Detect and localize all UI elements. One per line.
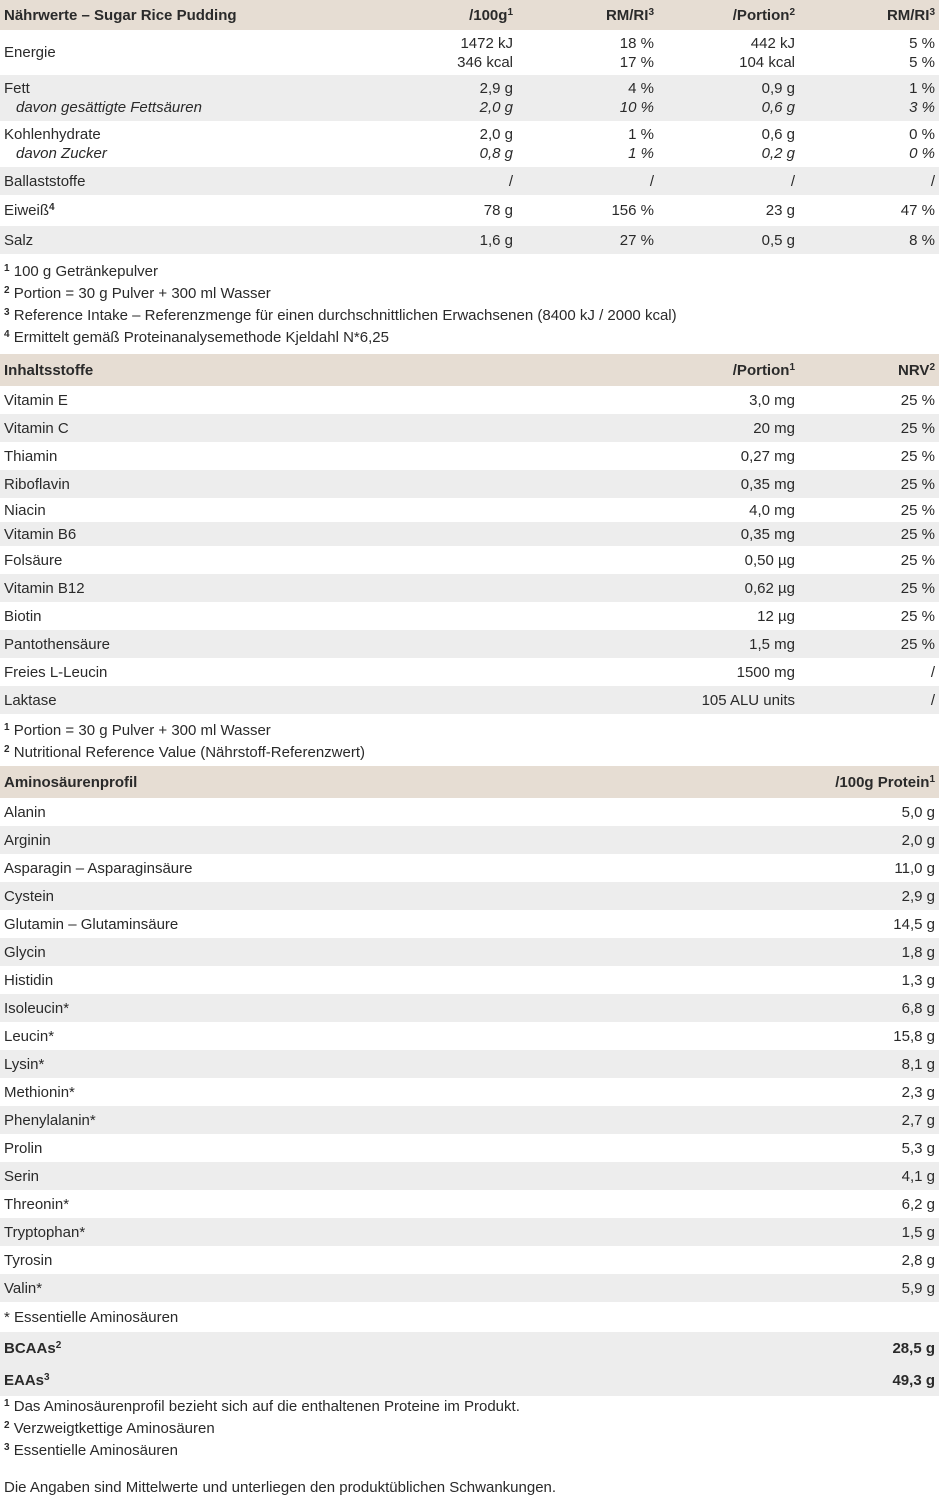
table-row <box>0 442 939 470</box>
table-row-salz <box>0 226 939 254</box>
amino-name: Lysin* <box>4 1055 45 1073</box>
row-label: Kohlenhydrate davon Zucker <box>4 126 107 162</box>
amino-name: Threonin* <box>4 1195 70 1213</box>
ingredient-nrv: 25 % <box>900 579 935 597</box>
essential-note <box>0 1302 939 1332</box>
ingredients-footnotes <box>0 720 939 764</box>
amino-name: Glycin <box>4 943 46 961</box>
table-row <box>0 798 939 826</box>
cell-rm-portion: / <box>930 172 935 190</box>
ingredient-name: Thiamin <box>4 447 58 465</box>
header-rmri-portion: $RM/RI^3$ <box>886 6 935 24</box>
amino-value: 6,2 g <box>901 1195 935 1213</box>
cell-rm-portion: 0 % 0 % <box>909 126 935 162</box>
row-label: BCAAs$^2$ <box>4 1339 62 1357</box>
table-row <box>0 854 939 882</box>
amino-value: 15,8 g <box>893 1027 935 1045</box>
cell-portion: 23 g <box>765 202 795 219</box>
amino-rows <box>0 798 939 1302</box>
table-row <box>0 1274 939 1302</box>
ingredient-name: Vitamin E <box>4 391 68 409</box>
footnote: $^1$ Das Aminosäurenprofil bezieht sich auf die enthaltenen Proteine im Produkt. <box>4 1398 520 1415</box>
summary-row-bcaa <box>0 1332 939 1364</box>
table-row <box>0 1134 939 1162</box>
table-row-energie <box>0 30 939 75</box>
table-row <box>0 470 939 498</box>
ingredient-nrv: 25 % <box>900 475 935 493</box>
ingredient-portion: 0,50 µg <box>744 551 795 569</box>
amino-name: Histidin <box>4 971 54 989</box>
nutrition-header-row <box>0 0 939 30</box>
ingredient-portion: 1500 mg <box>736 663 795 681</box>
cell-value: 49,3 g <box>892 1371 935 1389</box>
essential-note-text: * Essentielle Aminosäuren <box>4 1308 179 1326</box>
header-per100: $/100g^1$ <box>469 6 513 24</box>
amino-name: Cystein <box>4 887 55 905</box>
cell-rm: 27 % <box>619 231 654 249</box>
amino-table <box>0 766 939 1396</box>
cell-per100: 2,0 g 0,8 g <box>479 126 513 162</box>
ingredient-name: Vitamin B12 <box>4 579 85 597</box>
amino-name: Arginin <box>4 831 51 849</box>
table-row-fett <box>0 75 939 121</box>
cell-rm-portion: 1 % 3 % <box>909 80 935 116</box>
ingredient-name: Riboflavin <box>4 475 70 493</box>
cell-per100: 1,6 g <box>479 231 513 249</box>
ingredient-portion: 0,35 mg <box>740 525 795 543</box>
table-row <box>0 1246 939 1274</box>
ingredient-name: Laktase <box>4 691 57 709</box>
table-row <box>0 994 939 1022</box>
ingredient-nrv: / <box>930 663 935 681</box>
cell-portion: 0,6 g 0,2 g <box>761 126 795 162</box>
nutrition-footnotes <box>0 261 939 349</box>
ingredient-name: Biotin <box>4 607 42 625</box>
ingredient-portion: 0,35 mg <box>740 475 795 493</box>
ingredient-portion: 0,62 µg <box>744 579 795 597</box>
amino-value: 1,3 g <box>901 971 935 989</box>
amino-name: Serin <box>4 1167 40 1185</box>
ingredient-portion: 0,27 mg <box>740 447 795 465</box>
amino-value: 2,9 g <box>901 887 935 905</box>
amino-value: 6,8 g <box>901 999 935 1017</box>
footnote: $^2$ Portion = 30 g Pulver + 300 ml Wasser <box>4 285 271 302</box>
table-row <box>0 1162 939 1190</box>
amino-value: 11,0 g <box>894 859 935 877</box>
ingredient-name: Vitamin C <box>4 419 69 437</box>
amino-name: Phenylalanin* <box>4 1111 96 1129</box>
cell-portion: 442 kJ 104 kcal <box>739 34 795 71</box>
disclaimer <box>0 1477 939 1499</box>
header-portion: /Portion$^1$ <box>732 361 795 379</box>
table-row <box>0 602 939 630</box>
cell-portion: 0,5 g <box>761 231 795 249</box>
row-label: EAAs$^3$ <box>4 1371 50 1389</box>
table-row <box>0 1106 939 1134</box>
table-row <box>0 630 939 658</box>
nutrition-title: Nährwerte – Sugar Rice Pudding <box>4 6 237 24</box>
amino-value: 2,8 g <box>901 1251 935 1269</box>
table-row <box>0 1190 939 1218</box>
ingredient-portion: 105 ALU units <box>701 691 795 709</box>
ingredient-nrv: 25 % <box>900 525 935 543</box>
amino-value: 2,7 g <box>901 1111 935 1129</box>
amino-value: 4,1 g <box>901 1167 935 1185</box>
cell-rm: 1 % 1 % <box>628 126 654 162</box>
amino-name: Glutamin – Glutaminsäure <box>4 915 179 933</box>
table-row <box>0 658 939 686</box>
table-row-ballaststoffe <box>0 167 939 195</box>
ingredient-portion: 1,5 mg <box>749 635 795 653</box>
amino-value: 2,0 g <box>901 831 935 849</box>
row-label: Salz <box>4 231 34 249</box>
table-row <box>0 686 939 714</box>
ingredient-nrv: 25 % <box>900 419 935 437</box>
amino-name: Methionin* <box>4 1083 75 1101</box>
ingredient-portion: 20 mg <box>753 419 795 437</box>
header-rmri: $RM/RI^3$ <box>605 6 654 24</box>
cell-value: 28,5 g <box>892 1339 935 1357</box>
table-row <box>0 414 939 442</box>
ingredient-portion: 4,0 mg <box>749 501 795 519</box>
ingredients-table <box>0 354 939 714</box>
ingredient-nrv: 25 % <box>900 391 935 409</box>
amino-value: 8,1 g <box>901 1055 935 1073</box>
ingredient-name: Pantothensäure <box>4 635 110 653</box>
table-row <box>0 910 939 938</box>
table-row-eiweiss <box>0 195 939 226</box>
cell-rm-portion: 8 % <box>909 231 935 249</box>
table-row <box>0 386 939 414</box>
amino-name: Isoleucin* <box>4 999 70 1017</box>
cell-rm-portion: 47 % <box>900 202 935 219</box>
row-label: Energie <box>4 44 56 61</box>
table-row <box>0 966 939 994</box>
ingredient-portion: 12 µg <box>757 607 795 625</box>
cell-rm: 4 % 10 % <box>619 80 654 116</box>
ingredient-name: Vitamin B6 <box>4 525 77 543</box>
table-row <box>0 574 939 602</box>
amino-value: 1,8 g <box>901 943 935 961</box>
table-row <box>0 1022 939 1050</box>
amino-header-row <box>0 766 939 798</box>
table-row-kohlenhydrate <box>0 121 939 167</box>
footnote: $^2$ Nutritional Reference Value (Nährstoff-Referenzwert) <box>4 744 365 761</box>
ingredients-header-row <box>0 354 939 386</box>
ingredient-rows <box>0 386 939 714</box>
ingredients-title: Inhaltsstoffe <box>4 361 94 379</box>
cell-rm: 18 % 17 % <box>619 34 654 71</box>
cell-per100: / <box>508 172 513 190</box>
cell-rm-portion: 5 % 5 % <box>909 34 935 71</box>
footnote: $^3$ Reference Intake – Referenzmenge für einen durchschnittlichen Erwachsenen (8400 kJ / 2000 kcal) <box>4 307 677 324</box>
table-row <box>0 1078 939 1106</box>
ingredient-portion: 3,0 mg <box>749 391 795 409</box>
table-row <box>0 1218 939 1246</box>
amino-name: Valin* <box>4 1279 43 1297</box>
amino-value: 14,5 g <box>893 915 935 933</box>
amino-name: Leucin* <box>4 1027 55 1045</box>
row-label: Ballaststoffe <box>4 172 86 190</box>
table-row <box>0 1050 939 1078</box>
footnote: $^2$ Verzweigtkettige Aminosäuren <box>4 1420 215 1437</box>
header-nrv: NRV$^2$ <box>898 361 935 379</box>
footnote: $^4$ Ermittelt gemäß Proteinanalysemethode Kjeldahl N*6,25 <box>4 329 389 346</box>
nutrition-table <box>0 0 939 254</box>
table-row <box>0 522 939 546</box>
cell-rm: 156 % <box>611 202 654 219</box>
cell-portion: 0,9 g 0,6 g <box>761 80 795 116</box>
row-label: Eiweiß$^4$ <box>4 202 55 219</box>
ingredient-nrv: / <box>930 691 935 709</box>
cell-per100: 2,9 g 2,0 g <box>479 80 513 116</box>
ingredient-name: Niacin <box>4 501 46 519</box>
table-row <box>0 938 939 966</box>
amino-title: Aminosäurenprofil <box>4 773 138 791</box>
ingredient-nrv: 25 % <box>900 501 935 519</box>
table-row <box>0 498 939 522</box>
amino-name: Prolin <box>4 1139 43 1157</box>
table-row <box>0 826 939 854</box>
summary-row-eaa <box>0 1364 939 1396</box>
amino-name: Asparagin – Asparaginsäure <box>4 859 193 877</box>
footnote: $^1$ 100 g Getränkepulver <box>4 263 158 280</box>
ingredient-name: Freies L-Leucin <box>4 663 108 681</box>
amino-value: 1,5 g <box>901 1223 935 1241</box>
header-per100-protein: /100g Protein$^1$ <box>835 773 935 791</box>
amino-value: 5,0 g <box>901 803 935 821</box>
cell-per100: 78 g <box>483 202 513 219</box>
row-label: Fett davon gesättigte Fettsäuren <box>4 80 202 116</box>
cell-per100: 1472 kJ 346 kcal <box>457 34 513 71</box>
header-portion: /Portion$^2$ <box>732 6 795 24</box>
amino-name: Alanin <box>4 803 46 821</box>
ingredient-nrv: 25 % <box>900 635 935 653</box>
cell-rm: / <box>649 172 654 190</box>
footnote: $^3$ Essentielle Aminosäuren <box>4 1442 178 1459</box>
amino-value: 2,3 g <box>901 1083 935 1101</box>
ingredient-name: Folsäure <box>4 551 63 569</box>
table-row <box>0 882 939 910</box>
disclaimer-text: Die Angaben sind Mittelwerte und unterliegen den produktüblichen Schwankungen. <box>4 1479 557 1496</box>
amino-name: Tryptophan* <box>4 1223 86 1241</box>
amino-name: Tyrosin <box>4 1251 53 1269</box>
ingredient-nrv: 25 % <box>900 447 935 465</box>
amino-value: 5,3 g <box>901 1139 935 1157</box>
cell-portion: / <box>790 172 795 190</box>
ingredient-nrv: 25 % <box>900 607 935 625</box>
ingredient-nrv: 25 % <box>900 551 935 569</box>
amino-value: 5,9 g <box>901 1279 935 1297</box>
footnote: $^1$ Portion = 30 g Pulver + 300 ml Wasser <box>4 722 271 739</box>
amino-footnotes <box>0 1396 939 1462</box>
table-row <box>0 546 939 574</box>
